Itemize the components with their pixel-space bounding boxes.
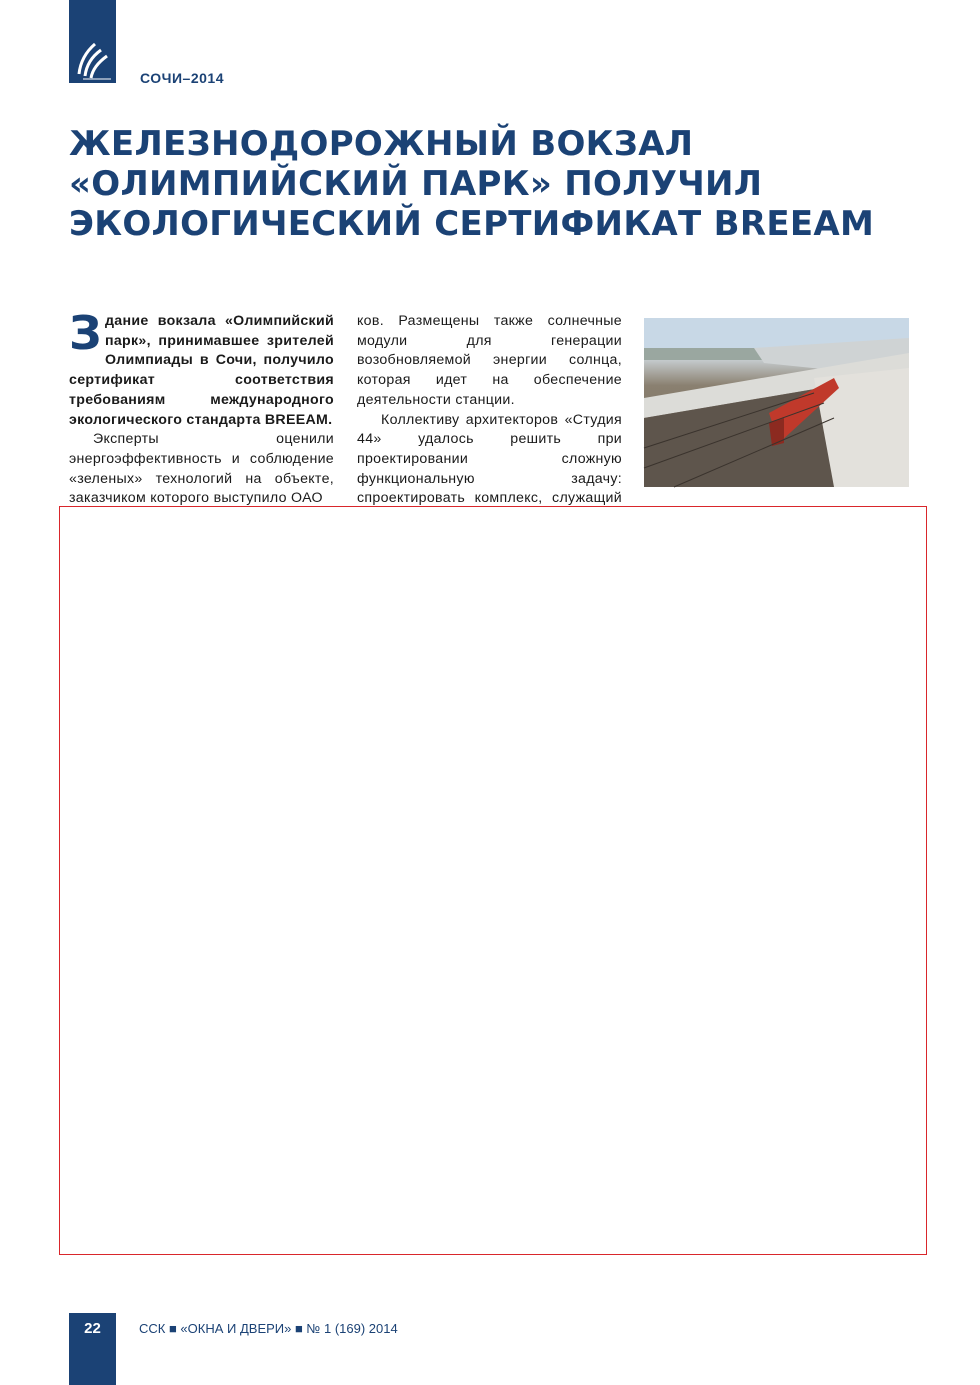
article-paragraph: Коллективу архитекторов «Студия 44» удалось решить при проектировании сложную функциональную задачу: спроектировать комплекс, служащий [357, 411, 622, 507]
station-photo [644, 318, 909, 487]
page-number: 22 [69, 1313, 116, 1385]
article-column-2 [357, 312, 622, 508]
header-logo-bar [69, 0, 116, 83]
article-lead: дание вокзала «Олимпийский парк», принимавшее зрителей Олимпиады в Сочи, получило сертификат соответствия требованиям международного экологического стандарта BREEAM. [69, 313, 334, 428]
highlight-region [59, 506, 927, 1255]
article-column-1 [69, 306, 334, 508]
publication-footer: ССК ■ «ОКНА И ДВЕРИ» ■ № 1 (169) 2014 [139, 1321, 398, 1336]
logo-icon [75, 38, 111, 80]
section-label: СОЧИ–2014 [140, 70, 224, 86]
article-paragraph: ков. Размещены также солнечные модули для генерации возобновляемой энергии солнца, которая идет на обеспечение деятельности станции. [357, 313, 622, 408]
drop-cap: З [69, 306, 102, 360]
article-paragraph: Эксперты оценили энергоэффективность и соблюдение «зеленых» технологий на объекте, заказчиком которого выступило ОАО [69, 431, 334, 507]
article-title: ЖЕЛЕЗНОДОРОЖНЫЙ ВОКЗАЛ «ОЛИМПИЙСКИЙ ПАРК» ПОЛУЧИЛ ЭКОЛОГИЧЕСКИЙ СЕРТИФИКАТ BREEAM [69, 124, 875, 244]
